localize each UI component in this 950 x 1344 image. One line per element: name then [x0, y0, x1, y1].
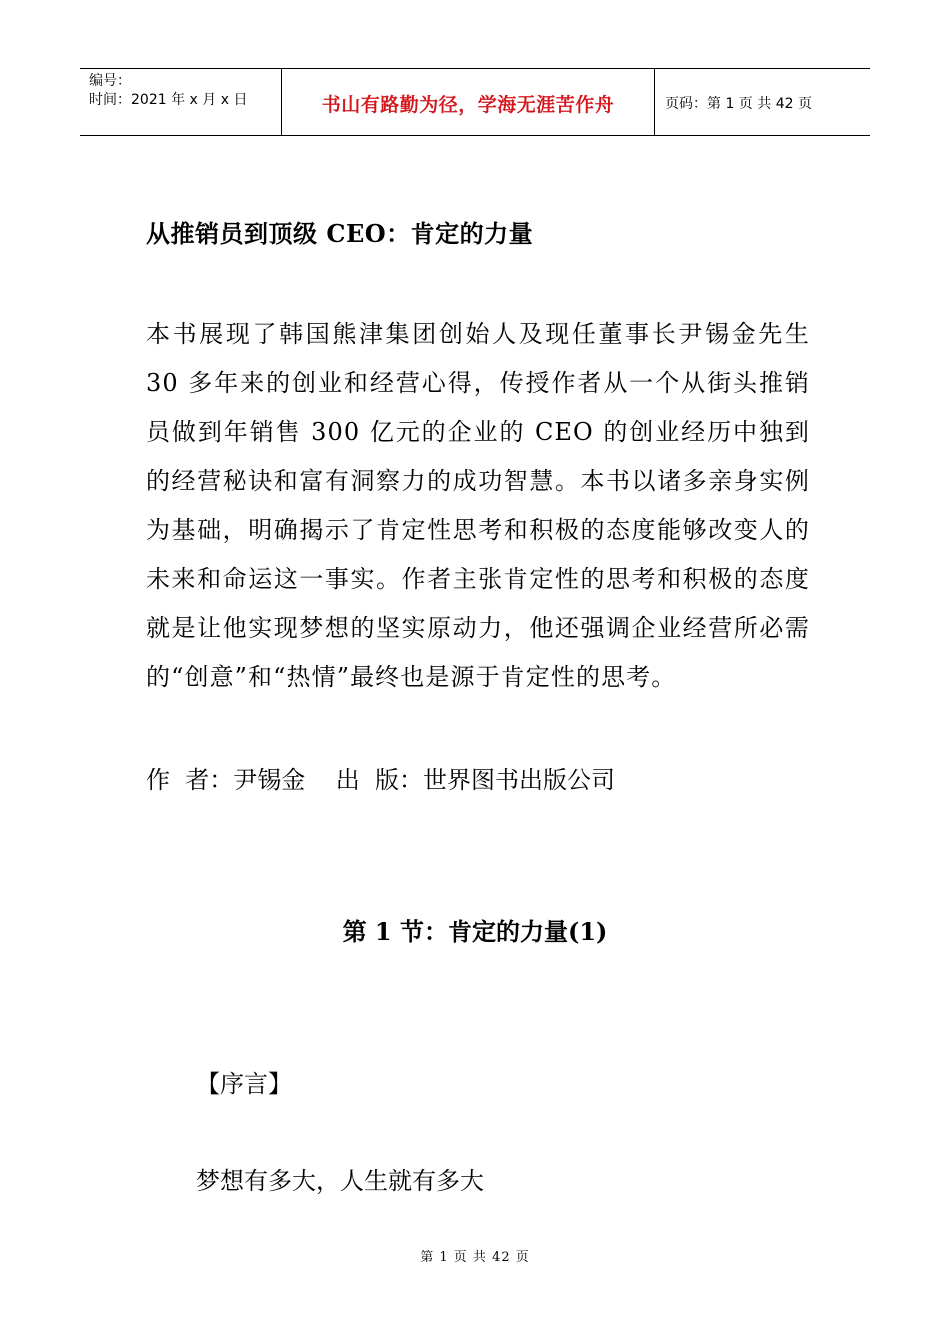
header-page-cell — [655, 69, 870, 135]
book-introduction: 本书展现了韩国熊津集团创始人及现任董事长尹锡金先生 30 多年来的创业和经营心得，传授作者从一个从街头推销员做到年销售 300 亿元的企业的 CEO 的创业经历中独到的经营秘诀和富有洞察力的成功智慧。本书以诸多亲身实例为基础，明确揭示了肯定性思考和积极的态度能够改变人的未来和命运这一事实。作者主张肯定性的思考和积极的态度就是让他实现梦想的坚实原动力，他还强调企业经营所必需的“创意”和“热情”最终也是源于肯定性的思考。 — [146, 320, 810, 691]
document-header — [80, 68, 870, 136]
preface-label: 【序言】 — [196, 1070, 292, 1098]
header-page-info: 页码：第 1 页 共 42 页 — [665, 96, 812, 112]
header-meta-cell — [80, 69, 282, 135]
number-label: 编号： — [89, 73, 131, 89]
preface-line: 梦想有多大，人生就有多大 — [196, 1167, 484, 1195]
section-title: 第 1 节：肯定的力量(1) — [342, 917, 608, 946]
header-motto-cell — [282, 69, 655, 135]
author-publisher-line: 作 者：尹锡金 出 版：世界图书出版公司 — [146, 766, 616, 794]
date-label: 时间：2021 年 x 月 x 日 — [89, 92, 248, 108]
document-title: 从推销员到顶级 CEO：肯定的力量 — [146, 219, 534, 248]
header-motto: 书山有路勤为径，学海无涯苦作舟 — [321, 93, 615, 116]
page-footer: 第 1 页 共 42 页 — [420, 1250, 530, 1265]
